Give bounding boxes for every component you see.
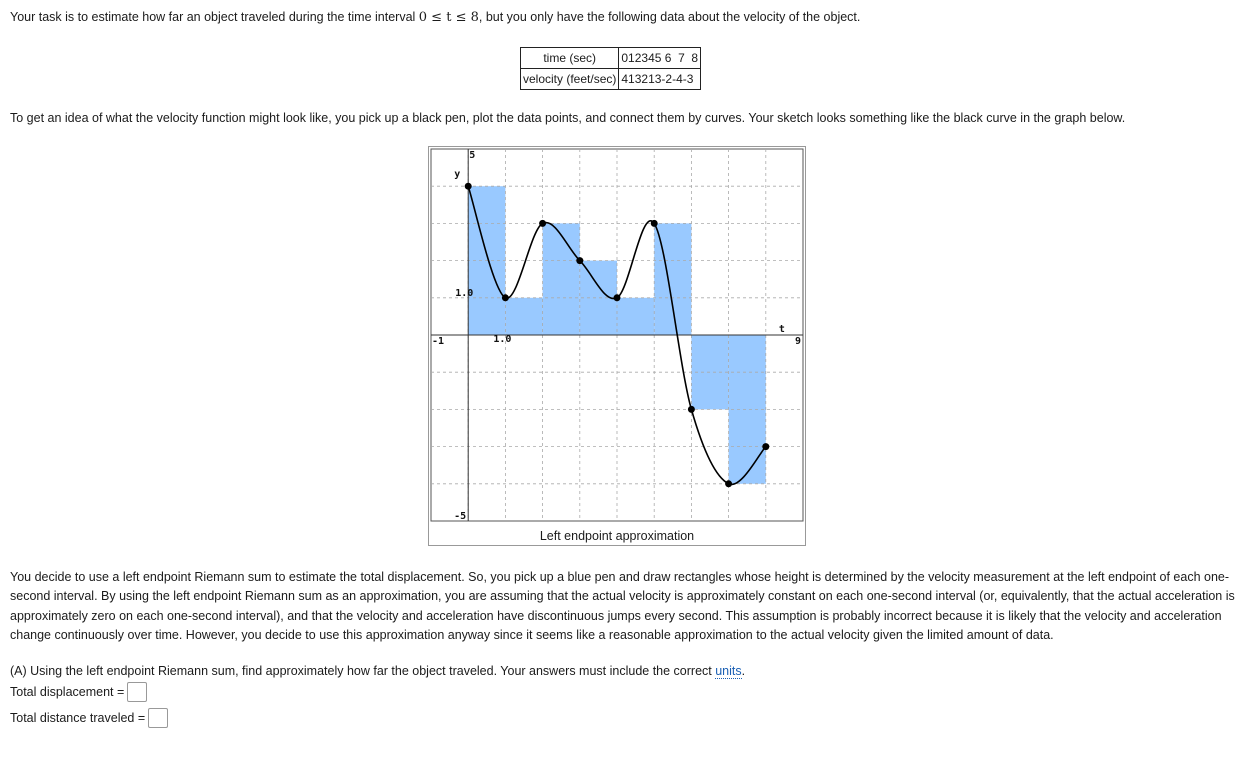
- distance-label: Total distance traveled =: [10, 711, 146, 725]
- graph-figure: [428, 146, 806, 546]
- interval-math: 0 ≤ t ≤ 8: [418, 10, 479, 25]
- time-values: 012345 6 7 8: [619, 48, 701, 69]
- data-point-8: [762, 443, 769, 450]
- velocity-label: velocity (feet/sec): [521, 69, 619, 90]
- x-unit-label: 1.0: [493, 334, 512, 345]
- velocity-chart: [429, 147, 805, 527]
- riemann-rect-4: [617, 298, 654, 335]
- y-max-label: 5: [469, 150, 476, 161]
- data-point-6: [688, 406, 695, 413]
- riemann-rect-7: [729, 335, 766, 484]
- data-point-3: [576, 257, 583, 264]
- data-point-5: [651, 220, 658, 227]
- velocity-values: 413213-2-4-3: [619, 69, 701, 90]
- velocity-table: [520, 47, 701, 90]
- data-point-0: [465, 183, 472, 190]
- x-max-label: 9: [794, 336, 801, 347]
- y-min-label: -5: [454, 511, 467, 522]
- time-label: time (sec): [521, 48, 619, 69]
- velocity-row: [521, 69, 701, 90]
- x-axis-label: t: [778, 324, 785, 335]
- displacement-row: [10, 682, 147, 702]
- data-point-7: [725, 480, 732, 487]
- riemann-paragraph: You decide to use a left endpoint Riemann sum to estimate the total displacement. So, you pick up a blue pen and draw rectangles whose height is determined by the velocity measurement at the left endpoint of each one-second interval. By using the left endpoint Riemann sum as an approximation, you are assuming that the actual velocity is approximately constant on each one-second interval (or, equivalently, that the actual acceleration is approximately zero on each one-second interval), and that the velocity and acceleration have discontinuous jumps every second. This assumption is probably incorrect because it is likely that the velocity and acceleration change continuously over time. However, you decide to use this approximation anyway since it seems like a reasonable approximation to the actual velocity given the limited amount of data.: [10, 570, 1235, 642]
- question-text: [10, 664, 745, 678]
- riemann-rect-1: [505, 298, 542, 335]
- data-point-4: [614, 294, 621, 301]
- data-point-2: [539, 220, 546, 227]
- riemann-rect-2: [543, 223, 580, 335]
- units-link[interactable]: units: [715, 664, 742, 678]
- intro-after: , but you only have the following data about the velocity of the object.: [478, 10, 861, 24]
- displacement-label: Total displacement =: [10, 685, 125, 699]
- question-end: .: [741, 664, 746, 678]
- sketch-paragraph: To get an idea of what the velocity function might look like, you pick up a black pen, plot the data points, and connect them by curves. Your sketch looks something like the black curve in the graph below.: [10, 111, 1126, 125]
- intro-before: Your task is to estimate how far an object traveled during the time interval: [10, 10, 419, 24]
- data-point-1: [502, 294, 509, 301]
- distance-input[interactable]: [148, 708, 168, 728]
- question-prompt: (A) Using the left endpoint Riemann sum, find approximately how far the object traveled. Your answers must include the correct: [10, 664, 716, 678]
- y-unit-label: 1.0: [455, 287, 474, 299]
- y-axis-label: y: [454, 169, 461, 180]
- distance-row: [10, 708, 168, 728]
- x-min-label: -1: [432, 336, 445, 347]
- displacement-input[interactable]: [127, 682, 147, 702]
- time-row: [521, 48, 701, 69]
- intro-text: [10, 10, 860, 25]
- graph-caption: Left endpoint approximation: [539, 529, 695, 543]
